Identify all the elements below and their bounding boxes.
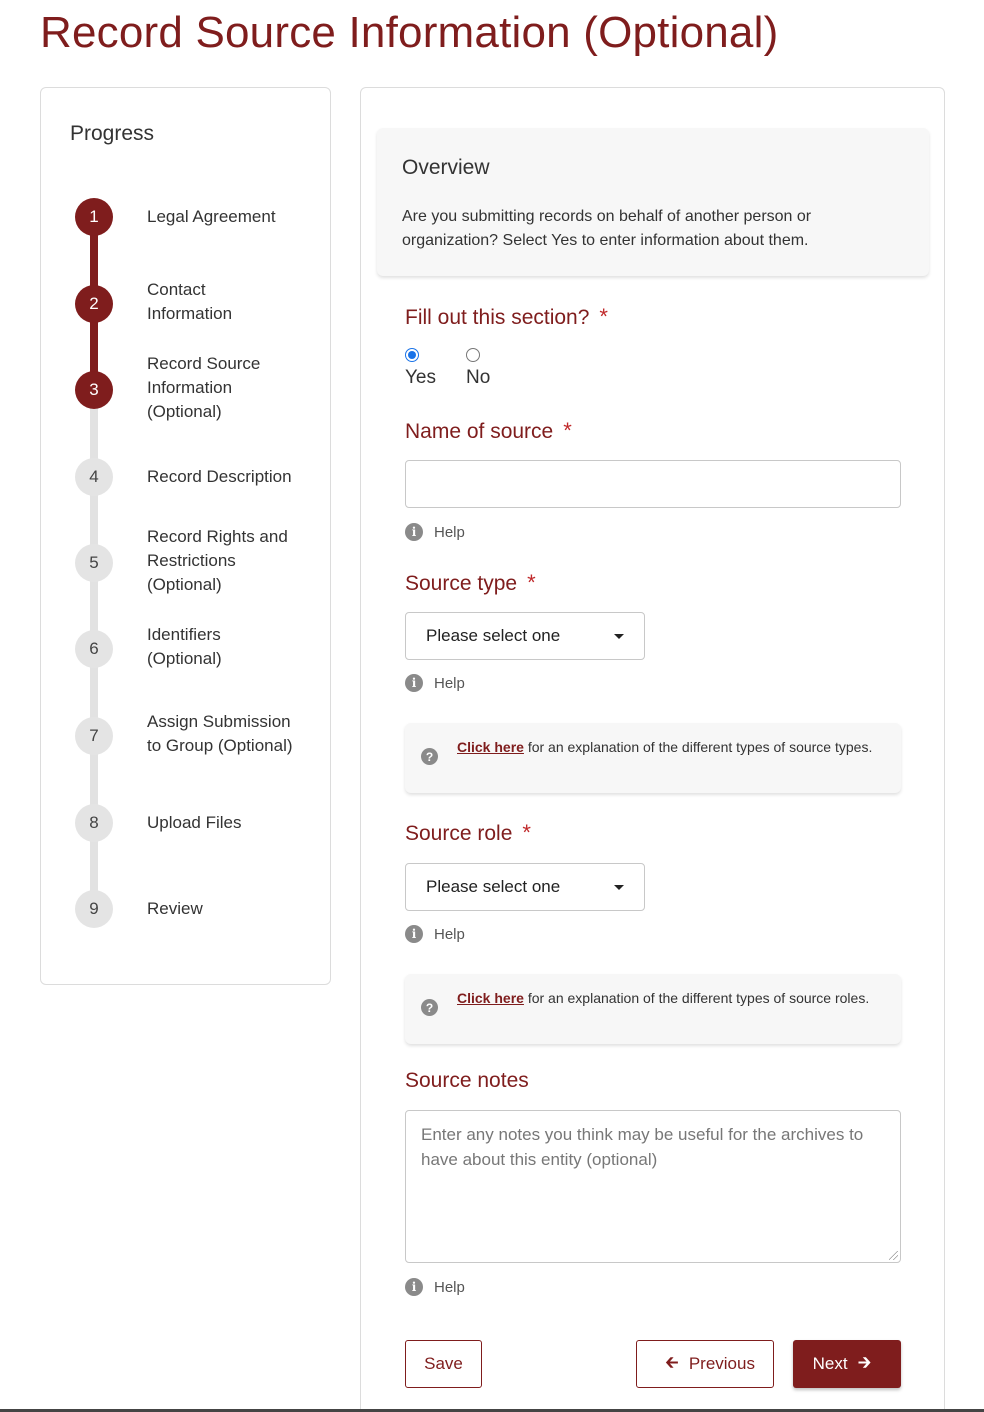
source-role-help[interactable]	[405, 925, 465, 943]
source-type-label-text: Source type	[405, 572, 518, 595]
info-circle-icon: i	[405, 674, 423, 692]
radio-no-button[interactable]	[466, 348, 480, 362]
progress-sidebar	[40, 87, 331, 985]
step-number: 6	[75, 630, 113, 668]
next-button[interactable]	[793, 1340, 901, 1388]
step-number: 8	[75, 804, 113, 842]
required-mark: *	[527, 570, 536, 595]
required-mark: *	[563, 418, 572, 443]
source-type-info-text	[457, 738, 887, 757]
required-mark: *	[522, 820, 531, 845]
source-role-info-text	[457, 989, 887, 1008]
info-circle-icon: i	[405, 925, 423, 943]
help-label: Help	[434, 674, 465, 692]
source-role-info-description: for an explanation of the different types of source roles.	[523, 990, 870, 1006]
info-circle-icon: i	[405, 1278, 423, 1296]
step-number: 7	[75, 717, 113, 755]
source-role-label	[405, 820, 531, 846]
step-label: Upload Files	[147, 813, 242, 832]
previous-button-label: Previous	[688, 1354, 755, 1373]
name-of-source-label-text: Name of source	[405, 420, 554, 443]
source-type-label	[405, 570, 536, 596]
arrow-left-icon: 🡰	[665, 1352, 679, 1372]
step-number: 2	[75, 285, 113, 323]
caret-down-icon	[614, 634, 624, 639]
page-title: Record Source Information (Optional)	[40, 8, 779, 57]
source-type-select[interactable]	[405, 612, 645, 660]
source-notes-textarea[interactable]	[405, 1110, 901, 1263]
radio-yes-button[interactable]	[405, 348, 419, 362]
fill-section-label	[405, 304, 608, 330]
step-label: Review	[147, 899, 203, 918]
source-role-click-here-link[interactable]: Click here	[457, 990, 524, 1006]
radio-yes[interactable]	[405, 348, 436, 389]
source-role-select[interactable]	[405, 863, 645, 911]
help-label: Help	[434, 925, 465, 943]
source-type-click-here-link[interactable]: Click here	[457, 739, 524, 755]
step-number: 4	[75, 458, 113, 496]
overview-panel	[377, 128, 929, 276]
source-role-info-box	[405, 974, 901, 1044]
info-circle-icon: i	[405, 523, 423, 541]
radio-yes-label: Yes	[405, 367, 436, 388]
previous-button[interactable]	[636, 1340, 774, 1388]
help-label: Help	[434, 523, 465, 541]
required-mark: *	[599, 304, 608, 329]
overview-text: Are you submitting records on behalf of another person or organization? Select Yes to enter information about them.	[402, 208, 812, 249]
step-label: Record Source Information (Optional)	[147, 354, 261, 421]
step-label: Identifiers (Optional)	[147, 625, 222, 668]
question-circle-icon: ?	[421, 999, 438, 1016]
source-role-label-text: Source role	[405, 822, 513, 845]
radio-no-label: No	[466, 367, 491, 388]
source-type-selected-value: Please select one	[426, 626, 561, 645]
overview-title: Overview	[402, 156, 490, 179]
step-label: Contact Information	[147, 280, 233, 323]
caret-down-icon	[614, 885, 624, 890]
step-number: 3	[75, 371, 113, 409]
name-of-source-help[interactable]	[405, 523, 465, 541]
name-of-source-label	[405, 418, 572, 444]
save-button[interactable]: Save	[405, 1340, 482, 1388]
step-label: Record Description	[147, 467, 292, 486]
source-type-info-box	[405, 723, 901, 793]
step-label: Assign Submission to Group (Optional)	[147, 712, 293, 755]
radio-no[interactable]	[466, 348, 490, 389]
next-button-label: Next	[812, 1354, 848, 1373]
source-notes-help[interactable]	[405, 1278, 465, 1296]
source-notes-placeholder: Enter any notes you think may be useful for the archives to have about this entity (optional)	[421, 1125, 864, 1169]
fill-section-radio-group	[405, 348, 490, 389]
help-label: Help	[434, 1278, 465, 1296]
name-of-source-input[interactable]	[405, 460, 901, 508]
fill-section-label-text: Fill out this section?	[405, 306, 590, 329]
step-number: 9	[75, 890, 113, 928]
step-number: 1	[75, 198, 113, 236]
step-label: Record Rights and Restrictions (Optional)	[147, 527, 288, 594]
step-number: 5	[75, 544, 113, 582]
progress-title: Progress	[70, 122, 155, 145]
source-notes-label: Source notes	[405, 1069, 529, 1092]
source-type-info-description: for an explanation of the different types of source types.	[523, 739, 873, 755]
arrow-right-icon: 🡲	[857, 1352, 872, 1372]
source-type-help[interactable]	[405, 674, 465, 692]
question-circle-icon: ?	[421, 748, 438, 765]
source-role-selected-value: Please select one	[426, 877, 561, 896]
step-label: Legal Agreement	[147, 207, 276, 226]
form-card	[360, 87, 945, 1412]
resize-handle[interactable]	[889, 1251, 898, 1260]
